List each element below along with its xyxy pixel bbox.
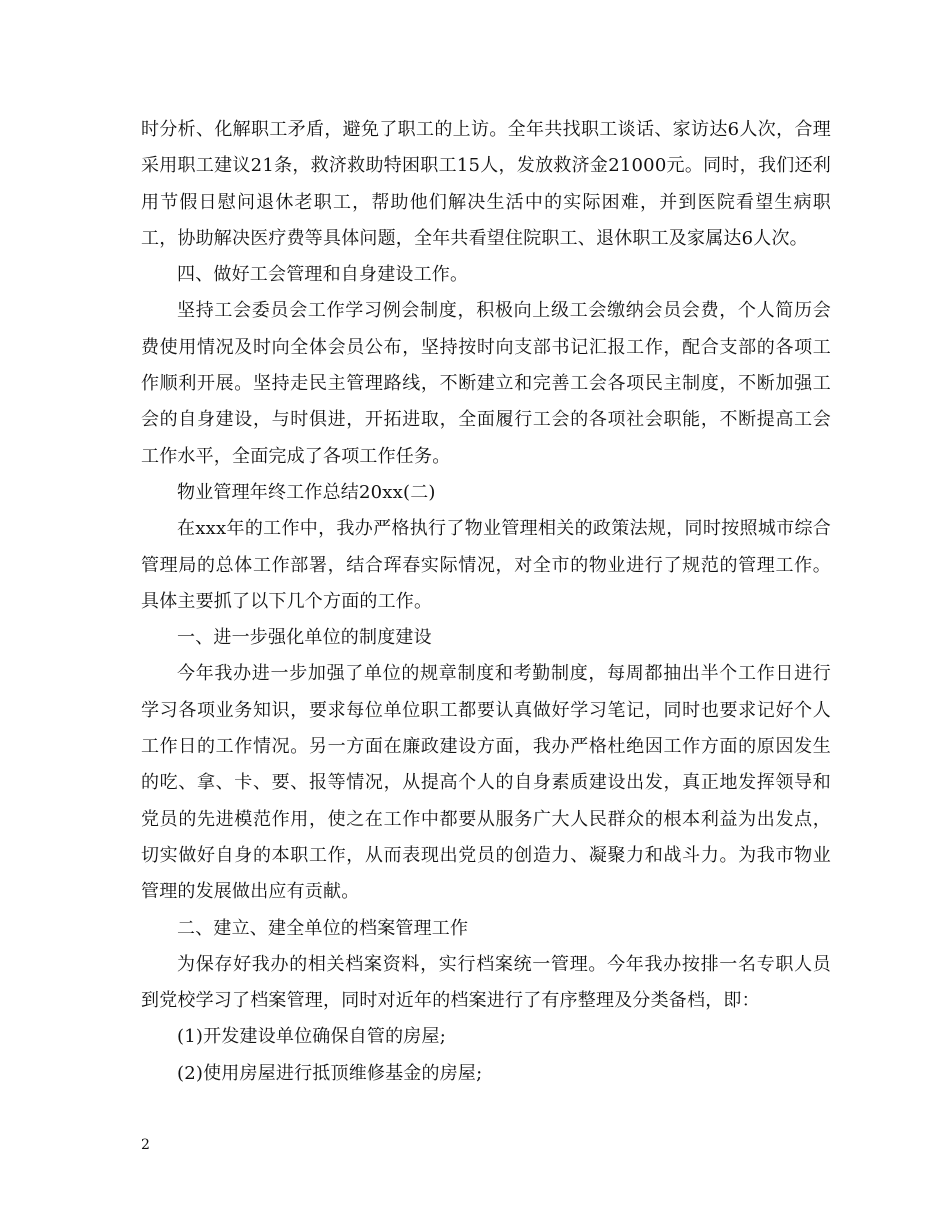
document-title: 物业管理年终工作总结20xx(二) xyxy=(177,481,436,503)
section-heading: 一、进一步强化单位的制度建设 xyxy=(177,627,432,649)
page-number: 2 xyxy=(141,1137,150,1153)
paragraph: 为保存好我办的相关档案资料，实行档案统一管理。今年我办按排一名专职人员到党校学习了档案管理，同时对近年的档案进行了有序整理及分类备档，即： xyxy=(141,953,831,1012)
paragraph: 在xxx年的工作中，我办严格执行了物业管理相关的政策法规，同时按照城市综合管理局的总体工作部署，结合珲春实际情况，对全市的物业进行了规范的管理工作。具体主要抓了以下几个方面的工作。 xyxy=(141,518,831,612)
list-item: (2)使用房屋进行抵顶维修基金的房屋; xyxy=(177,1062,483,1084)
section-heading: 二、建立、建全单位的档案管理工作 xyxy=(177,917,469,939)
list-item: (1)开发建设单位确保自管的房屋; xyxy=(177,1026,446,1048)
section-heading: 四、做好工会管理和自身建设工作。 xyxy=(177,264,469,286)
paragraph: 今年我办进一步加强了单位的规章制度和考勤制度，每周都抽出半个工作日进行学习各项业务知识，要求每位单位职工都要认真做好学习笔记，同时也要求记好个人工作日的工作情况。另一方面在廉政建设方面，我办严格杜绝因工作方面的原因发生的吃、拿、卡、要、报等情况，从提高个人的自身素质建设出发，真正地发挥领导和党员的先进模范作用，使之在工作中都要从服务广大人民群众的根本利益为出发点，切实做好自身的本职工作，从而表现出党员的创造力、凝聚力和战斗力。为我市物业管理的发展做出应有贡献。 xyxy=(141,663,831,903)
paragraph: 时分析、化解职工矛盾，避免了职工的上访。全年共找职工谈话、家访达6人次，合理采用职工建议21条，救济救助特困职工15人，发放救济金21000元。同时，我们还利用节假日慰问退休老职工，帮助他们解决生活中的实际困难，并到医院看望生病职工，协助解决医疗费等具体问题，全年共看望住院职工、退休职工及家属达6人次。 xyxy=(141,119,831,249)
paragraph: 坚持工会委员会工作学习例会制度，积极向上级工会缴纳会员会费，个人简历会费使用情况及时向全体会员公布，坚持按时向支部书记汇报工作，配合支部的各项工作顺利开展。坚持走民主管理路线，不断建立和完善工会各项民主制度，不断加强工会的自身建设，与时俱进，开拓进取，全面履行工会的各项社会职能，不断提高工会工作水平，全面完成了各项工作任务。 xyxy=(141,300,831,467)
document-body xyxy=(141,112,831,1092)
